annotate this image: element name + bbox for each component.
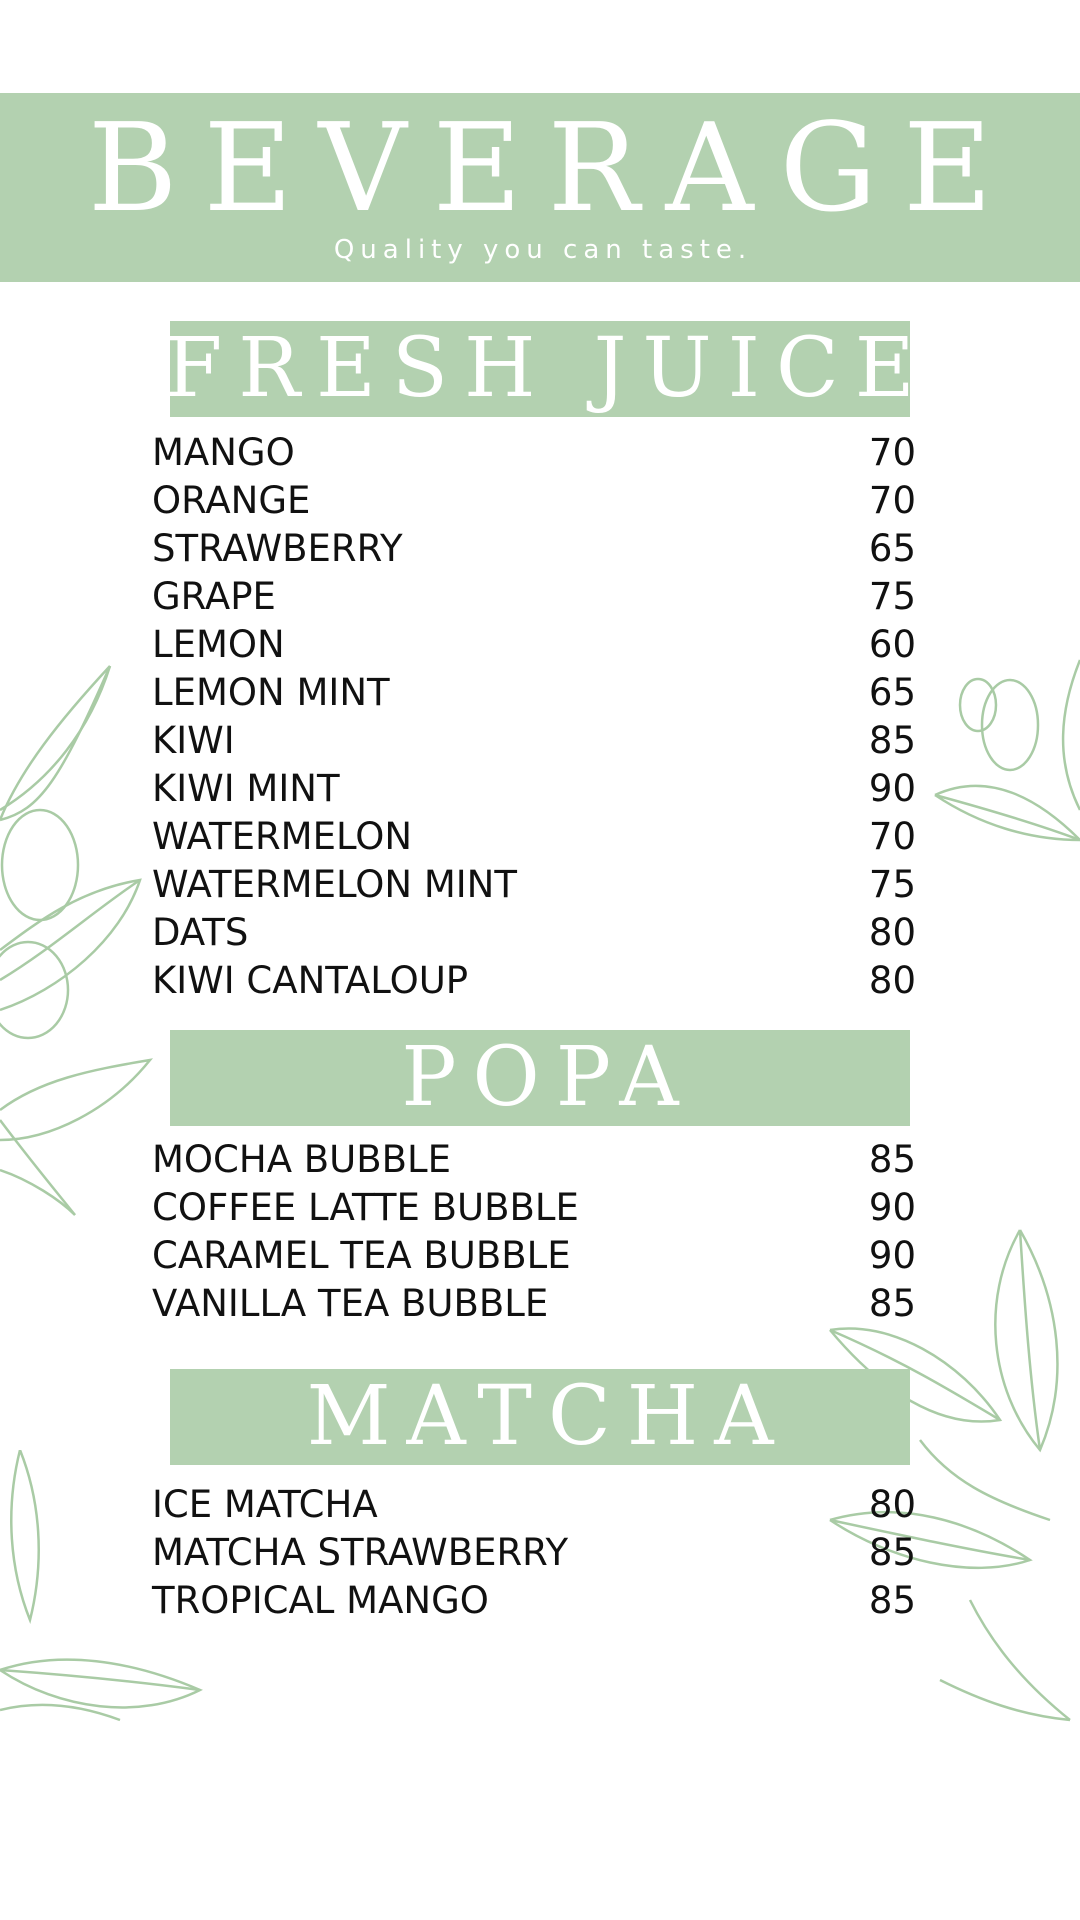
- item-price: 65: [868, 671, 916, 714]
- item-price: 80: [868, 911, 916, 954]
- menu-list-popa: [152, 1136, 916, 1328]
- menu-item: [152, 1577, 916, 1625]
- item-price: 70: [868, 815, 916, 858]
- item-name: DATS: [152, 911, 249, 954]
- item-name: MOCHA BUBBLE: [152, 1138, 451, 1181]
- item-price: 90: [868, 1186, 916, 1229]
- menu-item: [152, 1184, 916, 1232]
- menu-item: [152, 429, 916, 477]
- menu-item: [152, 1481, 916, 1529]
- menu-item: [152, 957, 916, 1005]
- menu-item: [152, 1232, 916, 1280]
- menu-tagline: Quality you can taste.: [333, 235, 753, 265]
- menu-list-fresh-juice: [152, 429, 916, 1005]
- item-name: WATERMELON: [152, 815, 413, 858]
- section-header-fresh-juice: [165, 321, 931, 417]
- item-name: LEMON MINT: [152, 671, 390, 714]
- item-price: 75: [868, 575, 916, 618]
- menu-title: BEVERAGE: [87, 97, 1019, 239]
- menu-item: [152, 909, 916, 957]
- section-header-matcha: [170, 1369, 910, 1465]
- item-price: 60: [868, 623, 916, 666]
- item-name: WATERMELON MINT: [152, 863, 517, 906]
- menu-item: [152, 717, 916, 765]
- item-price: 80: [868, 959, 916, 1002]
- menu-item: [152, 525, 916, 573]
- section-title: POPA: [401, 1030, 695, 1125]
- item-name: KIWI: [152, 719, 235, 762]
- item-price: 85: [868, 1282, 916, 1325]
- leaf-decoration-right-icon: [930, 650, 1080, 910]
- item-name: GRAPE: [152, 575, 276, 618]
- section-title: MATCHA: [306, 1369, 790, 1464]
- menu-item: [152, 861, 916, 909]
- item-price: 70: [868, 479, 916, 522]
- menu-item: [152, 573, 916, 621]
- menu-item: [152, 477, 916, 525]
- item-price: 85: [868, 1531, 916, 1574]
- item-price: 75: [868, 863, 916, 906]
- section-title: FRESH JUICE: [165, 321, 931, 416]
- item-name: MATCHA STRAWBERRY: [152, 1531, 569, 1574]
- menu-item: [152, 1529, 916, 1577]
- item-price: 85: [868, 1579, 916, 1622]
- menu-item: [152, 1136, 916, 1184]
- item-name: COFFEE LATTE BUBBLE: [152, 1186, 579, 1229]
- item-price: 90: [868, 1234, 916, 1277]
- item-name: VANILLA TEA BUBBLE: [152, 1282, 549, 1325]
- item-price: 65: [868, 527, 916, 570]
- menu-list-matcha: [152, 1481, 916, 1625]
- menu-item: [152, 669, 916, 717]
- item-name: CARAMEL TEA BUBBLE: [152, 1234, 571, 1277]
- menu-item: [152, 621, 916, 669]
- item-price: 70: [868, 431, 916, 474]
- item-name: LEMON: [152, 623, 285, 666]
- item-name: KIWI CANTALOUP: [152, 959, 469, 1002]
- item-price: 90: [868, 767, 916, 810]
- item-name: ORANGE: [152, 479, 311, 522]
- item-name: ICE MATCHA: [152, 1483, 378, 1526]
- menu-item: [152, 1280, 916, 1328]
- menu-item: [152, 813, 916, 861]
- item-price: 80: [868, 1483, 916, 1526]
- item-name: STRAWBERRY: [152, 527, 403, 570]
- leaf-decoration-left-icon: [0, 660, 160, 1220]
- section-header-popa: [170, 1030, 910, 1126]
- item-price: 85: [868, 1138, 916, 1181]
- item-price: 85: [868, 719, 916, 762]
- item-name: TROPICAL MANGO: [152, 1579, 489, 1622]
- menu-item: [152, 765, 916, 813]
- item-name: KIWI MINT: [152, 767, 340, 810]
- item-name: MANGO: [152, 431, 295, 474]
